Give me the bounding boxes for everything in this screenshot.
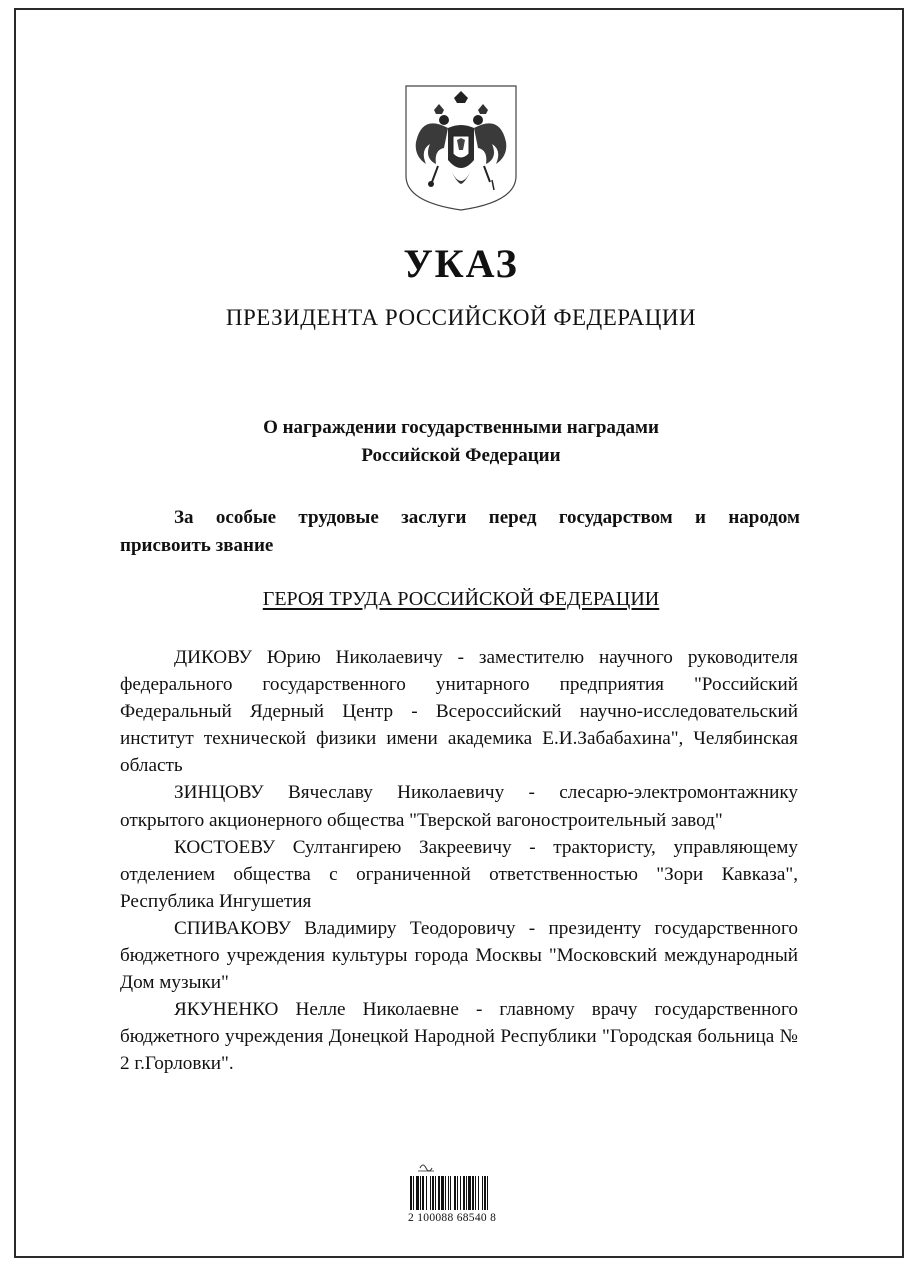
awardee-paragraph: ДИКОВУ Юрию Николаевичу - заместителю научного руководителя федерального государственного унитарного предприятия "Российский Федеральный Ядерный Центр - Всероссийский научно-исследовательский институт технической физики имени академика Е.И.Забабахина", Челябинская область — [120, 647, 798, 777]
awardee-paragraph: ЗИНЦОВУ Вячеславу Николаевичу - слесарю-электромонтажнику открытого акционерного общества "Тверской вагоностроительный завод" — [120, 782, 798, 831]
awardee-paragraph: КОСТОЕВУ Султангирею Закреевичу - трактористу, управляющему отделением общества с ограниченной ответственностью "Зори Кавказа", Республика Ингушетия — [120, 836, 798, 912]
coat-of-arms-icon — [404, 84, 518, 212]
award-title: ГЕРОЯ ТРУДА РОССИЙСКОЙ ФЕДЕРАЦИИ — [262, 588, 660, 610]
preamble — [120, 504, 800, 560]
document-title: УКАЗ — [403, 241, 519, 286]
document-subtitle: ПРЕЗИДЕНТА РОССИЙСКОЙ ФЕДЕРАЦИИ — [225, 305, 697, 330]
preamble-line-1: За особые трудовые заслуги перед государством и народом — [174, 507, 800, 528]
preamble-line-2: присвоить звание — [120, 535, 274, 556]
heading-line-2: Российской Федерации — [361, 445, 561, 466]
awardee-paragraph: СПИВАКОВУ Владимиру Теодоровичу - президенту государственного бюджетного учреждения культуры города Москвы "Московский международный Дом музыки" — [120, 917, 798, 994]
heading-line-1: О награждении государственными наградами — [263, 417, 659, 438]
awardee-paragraph: ЯКУНЕНКО Нелле Николаевне - главному врачу государственного бюджетного учреждения Донецкой Народной Республики "Городская больница № 2 г.Горловки". — [120, 999, 798, 1075]
document-heading — [0, 414, 922, 470]
barcode-number: 2 100088 68540 8 — [408, 1212, 497, 1224]
awardee-list — [120, 644, 798, 1078]
